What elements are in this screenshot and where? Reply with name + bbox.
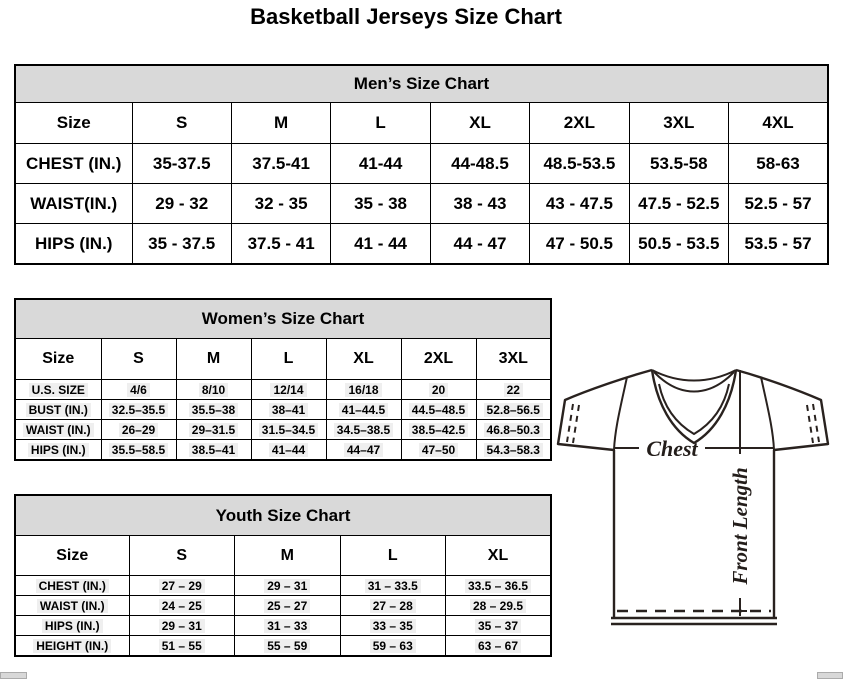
cell-text: 29–31.5 [189,423,238,437]
cell-text: CHEST (IN.) [36,579,109,593]
cell-text: HIPS (IN.) [42,619,103,633]
size-cell [235,596,341,616]
size-cell [446,576,552,596]
mens-size-table [14,64,829,265]
column-header: 3XL [476,339,551,380]
table-title: Women’s Size Chart [15,299,551,339]
cell-text: 8/10 [199,383,228,397]
womens-size-table [14,298,552,461]
horizontal-scrollbar-fragment-left[interactable] [0,672,27,679]
size-cell [476,400,551,420]
size-cell: 41-44 [331,144,430,184]
size-cell: 50.5 - 53.5 [629,224,728,265]
size-cell [129,636,235,657]
size-cell: 35-37.5 [132,144,231,184]
size-cell [326,440,401,461]
cell-text: 34.5–38.5 [334,423,393,437]
cell-text: 46.8–50.3 [484,423,543,437]
table-row [15,636,551,657]
size-cell: 43 - 47.5 [530,184,629,224]
front-length-label: Front Length [728,467,752,585]
cell-text: 29 – 31 [264,579,310,593]
size-cell: 53.5-58 [629,144,728,184]
cell-text: 38–41 [269,403,308,417]
jersey-left-cuff-dashes [567,404,579,443]
size-cell [326,420,401,440]
table-title: Men’s Size Chart [15,65,828,103]
column-header: S [132,103,231,144]
size-cell [446,636,552,657]
size-cell: 44 - 47 [430,224,529,265]
size-cell [101,400,176,420]
youth-size-table [14,494,552,657]
jersey-left-armhole-seam [614,377,627,450]
size-cell [129,616,235,636]
row-label [15,596,129,616]
jersey-left-sleeve [558,370,652,450]
size-cell: 32 - 35 [231,184,330,224]
cell-text: 54.3–58.3 [484,443,543,457]
size-cell [326,380,401,400]
cell-text: 41–44.5 [339,403,388,417]
cell-text: 44–47 [344,443,383,457]
size-cell [401,380,476,400]
table-row [15,576,551,596]
cell-text: 12/14 [270,383,306,397]
size-cell [235,636,341,657]
size-cell [251,440,326,461]
size-cell [340,616,446,636]
cell-text: 28 – 29.5 [470,599,526,613]
table-row [15,380,551,400]
table-title: Youth Size Chart [15,495,551,536]
cell-text: 47–50 [419,443,458,457]
cell-text: WAIST (IN.) [37,599,108,613]
column-header: 3XL [629,103,728,144]
size-cell [251,380,326,400]
size-cell [446,596,552,616]
cell-text: HEIGHT (IN.) [33,639,111,653]
cell-text: 51 – 55 [159,639,205,653]
cell-text: 20 [429,383,448,397]
cell-text: 27 – 28 [370,599,416,613]
size-cell [340,576,446,596]
cell-text: HIPS (IN.) [28,443,89,457]
row-label: HIPS (IN.) [15,224,132,265]
cell-text: 55 – 59 [264,639,310,653]
cell-text: 63 – 67 [475,639,521,653]
size-cell [235,616,341,636]
jersey-collar-back-curves [652,370,736,392]
cell-text: 33 – 35 [370,619,416,633]
column-header: XL [430,103,529,144]
jersey-diagram-svg [553,360,833,630]
cell-text: 25 – 27 [264,599,310,613]
cell-text: 41–44 [269,443,308,457]
size-cell: 58-63 [729,144,828,184]
size-cell [176,380,251,400]
cell-text: 24 – 25 [159,599,205,613]
size-cell: 52.5 - 57 [729,184,828,224]
size-cell [176,440,251,461]
size-cell: 35 - 37.5 [132,224,231,265]
chest-label: Chest [646,436,698,461]
cell-text: 16/18 [345,383,381,397]
cell-text: 31.5–34.5 [259,423,318,437]
cell-text: 29 – 31 [159,619,205,633]
cell-text: 35 – 37 [475,619,521,633]
size-cell [401,420,476,440]
size-cell [176,400,251,420]
size-cell [251,420,326,440]
size-cell [129,576,235,596]
size-cell [446,616,552,636]
size-cell [101,420,176,440]
size-cell: 37.5-41 [231,144,330,184]
cell-text: 52.8–56.5 [484,403,543,417]
column-header: 2XL [530,103,629,144]
table-row [15,144,828,184]
table-row [15,224,828,265]
cell-text: 31 – 33 [264,619,310,633]
cell-text: 35.5–58.5 [109,443,168,457]
column-header: M [176,339,251,380]
cell-text: 38.5–42.5 [409,423,468,437]
column-header: L [340,536,446,576]
size-cell [401,400,476,420]
size-cell: 48.5-53.5 [530,144,629,184]
row-label [15,420,101,440]
cell-text: 33.5 – 36.5 [465,579,531,593]
size-cell: 44-48.5 [430,144,529,184]
size-cell [401,440,476,461]
table-row [15,596,551,616]
size-cell [101,380,176,400]
cell-text: BUST (IN.) [26,403,91,417]
row-label [15,440,101,461]
cell-text: 4/6 [127,383,150,397]
row-label [15,400,101,420]
column-header: L [331,103,430,144]
size-cell [326,400,401,420]
column-header: 2XL [401,339,476,380]
size-cell [340,636,446,657]
size-cell: 53.5 - 57 [729,224,828,265]
cell-text: 27 – 29 [159,579,205,593]
size-header: Size [15,339,101,380]
size-header: Size [15,536,129,576]
size-cell [476,440,551,461]
column-header: M [235,536,341,576]
size-cell: 47.5 - 52.5 [629,184,728,224]
size-cell: 37.5 - 41 [231,224,330,265]
column-header: M [231,103,330,144]
row-label [15,636,129,657]
size-header: Size [15,103,132,144]
size-cell: 29 - 32 [132,184,231,224]
cell-text: 59 – 63 [370,639,416,653]
cell-text: 44.5–48.5 [409,403,468,417]
column-header: XL [446,536,552,576]
cell-text: 22 [504,383,523,397]
table-row [15,184,828,224]
row-label [15,616,129,636]
column-header: S [101,339,176,380]
row-label: WAIST(IN.) [15,184,132,224]
size-cell [340,596,446,616]
cell-text: U.S. SIZE [29,383,88,397]
size-cell: 38 - 43 [430,184,529,224]
column-header: L [251,339,326,380]
jersey-right-cuff-dashes [807,404,819,443]
table-row [15,616,551,636]
table-row [15,420,551,440]
cell-text: 35.5–38 [189,403,238,417]
size-cell [476,380,551,400]
column-header: 4XL [729,103,828,144]
size-cell [251,400,326,420]
size-cell: 47 - 50.5 [530,224,629,265]
table-row [15,400,551,420]
page-title: Basketball Jerseys Size Chart [250,4,562,29]
size-cell [235,576,341,596]
jersey-body-outline [611,450,777,624]
table-row [15,440,551,461]
column-header: XL [326,339,401,380]
cell-text: 38.5–41 [189,443,238,457]
size-cell [129,596,235,616]
row-label: CHEST (IN.) [15,144,132,184]
size-cell [176,420,251,440]
cell-text: 32.5–35.5 [109,403,168,417]
row-label [15,576,129,596]
size-cell [476,420,551,440]
size-cell: 41 - 44 [331,224,430,265]
jersey-right-armhole-seam [761,377,774,450]
cell-text: WAIST (IN.) [23,423,94,437]
column-header: S [129,536,235,576]
size-cell [101,440,176,461]
row-label [15,380,101,400]
jersey-right-sleeve [736,370,828,450]
horizontal-scrollbar-fragment-right[interactable] [817,672,843,679]
cell-text: 26–29 [119,423,158,437]
cell-text: 31 – 33.5 [365,579,421,593]
jersey-measurement-diagram [553,360,833,630]
size-cell: 35 - 38 [331,184,430,224]
